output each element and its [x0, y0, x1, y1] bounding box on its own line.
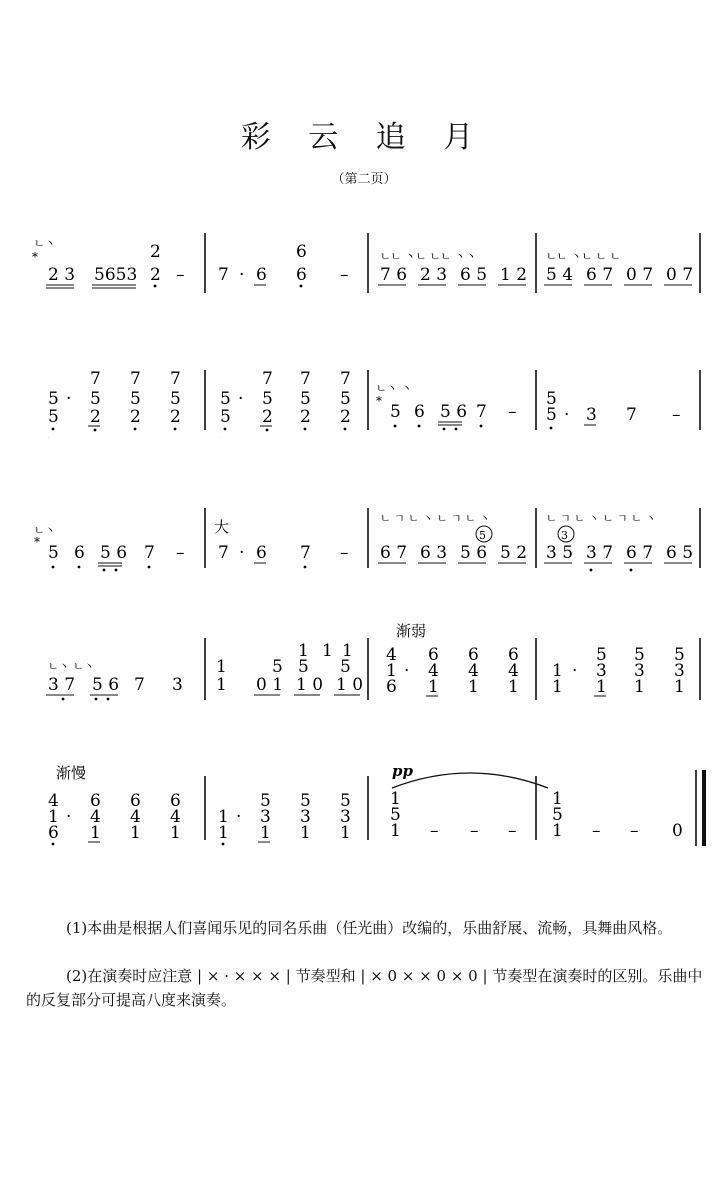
mark-da: 大 — [214, 518, 230, 536]
fingering-mark: ㄴ丶 — [34, 237, 56, 250]
svg-text:5: 5 — [546, 405, 557, 425]
svg-text:0 1: 0 1 — [256, 675, 284, 695]
svg-text:–: – — [470, 821, 479, 841]
svg-text:–: – — [508, 402, 517, 422]
svg-text:–: – — [176, 543, 185, 563]
measure-2 — [220, 369, 351, 439]
svg-text:1: 1 — [552, 789, 563, 809]
svg-text:3: 3 — [596, 661, 607, 681]
svg-text:3 5: 3 5 — [546, 543, 574, 563]
svg-text:3 7: 3 7 — [586, 543, 614, 563]
svg-text:–: – — [630, 821, 639, 841]
svg-text:6: 6 — [90, 791, 101, 811]
svg-text:0: 0 — [672, 821, 683, 841]
svg-text:·: · — [404, 661, 410, 681]
dot: · — [239, 265, 245, 285]
svg-text:6: 6 — [508, 645, 519, 665]
measure-1 — [48, 369, 181, 439]
svg-text:5: 5 — [260, 791, 271, 811]
svg-text:1: 1 — [390, 789, 401, 809]
rhythm-pattern-2: | × 0 × × 0 × 0 | — [360, 967, 488, 985]
measure-2 — [216, 641, 363, 695]
svg-text:5: 5 — [546, 389, 557, 409]
svg-text:5: 5 — [340, 389, 351, 409]
svg-text:–: – — [340, 543, 349, 563]
svg-text:2: 2 — [48, 438, 49, 439]
svg-text:5: 5 — [48, 543, 59, 563]
svg-text:4: 4 — [508, 661, 519, 681]
svg-text:7: 7 — [144, 543, 155, 563]
svg-text:5: 5 — [48, 389, 59, 409]
svg-text:5: 5 — [220, 389, 231, 409]
svg-text:1: 1 — [260, 823, 271, 843]
note-1: (1)本曲是根据人们喜闻乐见的同名乐曲（任光曲）改编的，乐曲舒展、流畅，具舞曲风格。 — [66, 919, 673, 937]
note: 6 — [296, 242, 307, 262]
note-group: 1 2 — [500, 265, 528, 285]
svg-text:3: 3 — [586, 405, 597, 425]
svg-text:1: 1 — [552, 677, 563, 697]
svg-text:5: 5 — [272, 657, 283, 677]
svg-text:1: 1 — [130, 823, 141, 843]
svg-text:6: 6 — [468, 645, 479, 665]
svg-text:7: 7 — [90, 369, 101, 389]
svg-text:·: · — [239, 543, 245, 563]
svg-text:1: 1 — [428, 677, 439, 697]
note-group: 6 7 — [586, 265, 614, 285]
svg-text:1: 1 — [552, 821, 563, 841]
note-group: 2 3 — [420, 265, 448, 285]
score-system-1 — [0, 225, 728, 335]
svg-text:1 0: 1 0 — [336, 675, 364, 695]
note-group: 6 5 — [460, 265, 488, 285]
measure-3 — [378, 250, 527, 285]
svg-text:1: 1 — [674, 677, 685, 697]
score-system-4 — [0, 620, 728, 730]
circled-string-number: 5 — [479, 529, 486, 542]
svg-text:2: 2 — [340, 407, 351, 427]
note: 6 — [296, 265, 307, 285]
svg-text:2: 2 — [130, 407, 141, 427]
measure-1 — [32, 237, 185, 288]
svg-text:·: · — [66, 807, 72, 827]
svg-text:3: 3 — [674, 661, 685, 681]
measure-3 — [376, 382, 517, 430]
note-group: 0 7 — [626, 265, 654, 285]
svg-text:2: 2 — [262, 407, 273, 427]
measure-2 — [218, 791, 351, 845]
svg-text:5: 5 — [90, 389, 101, 409]
svg-text:ㄴ ㄱ ㄴ 丶 ㄴ ㄱ ㄴ 丶: ㄴ ㄱ ㄴ 丶 ㄴ ㄱ ㄴ 丶 — [380, 512, 491, 525]
svg-text:5 6: 5 6 — [440, 402, 468, 422]
svg-text:5 6: 5 6 — [460, 543, 488, 563]
measure-1 — [48, 764, 181, 845]
svg-text:5 6: 5 6 — [100, 543, 128, 563]
mark-pp: pp — [392, 762, 413, 780]
svg-text:–: – — [430, 821, 439, 841]
svg-text:6: 6 — [74, 543, 85, 563]
dash: – — [340, 265, 349, 285]
fingering-mark: ㄴㄴ 丶ㄴ ㄴ ㄴ — [546, 250, 621, 263]
svg-text:1: 1 — [342, 641, 353, 661]
svg-text:4: 4 — [170, 807, 181, 827]
note-2: (2)在演奏时应注意 | × · × × × | 节奏型和 | × 0 × × 0 × 0 | 节奏型在演奏时的区别。乐曲中的反复部分可提高八度来演奏。 — [26, 967, 703, 1009]
measure-1 — [46, 660, 183, 700]
svg-text:1: 1 — [218, 807, 229, 827]
svg-text:5: 5 — [262, 389, 273, 409]
svg-text:1: 1 — [216, 657, 227, 677]
fingering-mark: ㄴㄴ 丶ㄴ ㄴㄴ 丶丶 — [380, 250, 477, 263]
svg-text:·: · — [564, 405, 570, 425]
svg-text:4: 4 — [48, 791, 59, 811]
svg-text:·: · — [572, 661, 578, 681]
svg-text:3: 3 — [634, 661, 645, 681]
note: 2 — [150, 265, 161, 285]
svg-text:5 6: 5 6 — [92, 675, 120, 695]
svg-text:4: 4 — [428, 661, 439, 681]
svg-text:6: 6 — [170, 791, 181, 811]
svg-text:5: 5 — [300, 791, 311, 811]
svg-text:1: 1 — [340, 823, 351, 843]
svg-text:1: 1 — [48, 807, 59, 827]
svg-text:5: 5 — [170, 389, 181, 409]
measure-4 — [552, 789, 683, 841]
svg-text:1: 1 — [634, 677, 645, 697]
svg-text:6 7: 6 7 — [626, 543, 654, 563]
svg-text:2: 2 — [300, 407, 311, 427]
svg-text:5: 5 — [674, 645, 685, 665]
svg-text:5: 5 — [340, 657, 351, 677]
svg-text:5: 5 — [596, 645, 607, 665]
svg-text:7: 7 — [262, 369, 273, 389]
measure-4 — [552, 645, 685, 697]
svg-text:5: 5 — [340, 791, 351, 811]
svg-text:3 7: 3 7 — [48, 675, 76, 695]
svg-text:7: 7 — [218, 543, 229, 563]
svg-text:5: 5 — [220, 407, 231, 427]
score-system-2 — [0, 362, 728, 472]
svg-text:1: 1 — [216, 675, 227, 695]
svg-text:·: · — [238, 389, 244, 409]
svg-text:1 0: 1 0 — [296, 675, 324, 695]
score-system-5 — [0, 760, 728, 870]
rhythm-pattern-1: | × · × × × | — [197, 967, 291, 985]
svg-text:4: 4 — [386, 645, 397, 665]
dash: – — [176, 265, 185, 285]
svg-text:7: 7 — [134, 675, 145, 695]
note-group: 7 6 — [380, 265, 408, 285]
mark-jianruo: 渐弱 — [396, 622, 427, 640]
measure-3 — [386, 622, 519, 697]
tie-arc — [392, 773, 548, 788]
measure-2 — [214, 518, 349, 568]
svg-text:7: 7 — [130, 369, 141, 389]
svg-text:6: 6 — [414, 402, 425, 422]
svg-text:1: 1 — [218, 823, 229, 843]
mark-jianman: 渐慢 — [56, 764, 87, 782]
measure-3 — [390, 762, 548, 841]
svg-text:3: 3 — [172, 675, 183, 695]
note-group: 5 4 — [546, 265, 574, 285]
score-system-3 — [0, 500, 728, 610]
svg-text:4: 4 — [130, 807, 141, 827]
svg-text:1: 1 — [386, 661, 397, 681]
circled-string-number: 3 — [561, 529, 568, 542]
svg-text:1: 1 — [300, 823, 311, 843]
svg-text:–: – — [508, 821, 517, 841]
svg-text:5 2: 5 2 — [500, 543, 528, 563]
measure-4 — [546, 389, 681, 429]
svg-text:5: 5 — [130, 389, 141, 409]
svg-text:1: 1 — [508, 677, 519, 697]
svg-text:7: 7 — [340, 369, 351, 389]
svg-text:1: 1 — [390, 821, 401, 841]
svg-text:2: 2 — [170, 407, 181, 427]
note: 6 — [256, 265, 267, 285]
svg-text:2: 2 — [220, 438, 221, 439]
svg-text:*: * — [34, 535, 40, 549]
svg-text:6 7: 6 7 — [380, 543, 408, 563]
svg-text:5: 5 — [300, 389, 311, 409]
svg-text:6 5: 6 5 — [666, 543, 694, 563]
svg-text:–: – — [592, 821, 601, 841]
note-group: 5653 — [94, 265, 138, 285]
svg-text:6: 6 — [48, 823, 59, 843]
svg-text:ㄴ丶 ㄴ丶: ㄴ丶 ㄴ丶 — [48, 660, 95, 673]
svg-text:7: 7 — [476, 402, 487, 422]
svg-text:6: 6 — [256, 543, 267, 563]
svg-text:*: * — [376, 394, 382, 408]
measure-1 — [34, 524, 185, 571]
svg-text:4: 4 — [468, 661, 479, 681]
svg-text:4: 4 — [90, 807, 101, 827]
svg-text:1: 1 — [298, 641, 309, 661]
svg-text:3: 3 — [260, 807, 271, 827]
measure-3 — [378, 512, 527, 563]
svg-text:6: 6 — [386, 677, 397, 697]
svg-text:–: – — [672, 405, 681, 425]
svg-text:3: 3 — [300, 807, 311, 827]
svg-text:ㄴ ㄱ ㄴ 丶 ㄴ ㄱ ㄴ 丶: ㄴ ㄱ ㄴ 丶 ㄴ ㄱ ㄴ 丶 — [546, 512, 657, 525]
note-group: 2 3 — [48, 265, 76, 285]
svg-text:1: 1 — [552, 661, 563, 681]
svg-text:ㄴ丶: ㄴ丶 — [34, 524, 56, 537]
svg-text:1: 1 — [170, 823, 181, 843]
measure-2 — [218, 242, 349, 287]
svg-text:5: 5 — [390, 805, 401, 825]
svg-text:7: 7 — [170, 369, 181, 389]
svg-text:3: 3 — [340, 807, 351, 827]
svg-text:1: 1 — [322, 641, 333, 661]
page-title: 彩 云 追 月 — [240, 120, 488, 155]
svg-text:6: 6 — [130, 791, 141, 811]
svg-text:1: 1 — [90, 823, 101, 843]
svg-text:7: 7 — [626, 405, 637, 425]
svg-text:6: 6 — [428, 645, 439, 665]
svg-text:5: 5 — [552, 805, 563, 825]
note-group: 0 7 — [666, 265, 694, 285]
svg-text:·: · — [236, 807, 242, 827]
ornament-mark: * — [32, 250, 38, 264]
measure-4 — [544, 250, 693, 285]
note: 7 — [218, 265, 229, 285]
svg-text:·: · — [66, 389, 72, 409]
page-subtitle: （第二页） — [331, 172, 397, 187]
svg-text:ㄴ丶 丶: ㄴ丶 丶 — [376, 382, 413, 395]
svg-text:5: 5 — [48, 407, 59, 427]
svg-text:1: 1 — [596, 677, 607, 697]
svg-text:1: 1 — [468, 677, 479, 697]
svg-text:7: 7 — [300, 543, 311, 563]
svg-text:5: 5 — [390, 402, 401, 422]
measure-4 — [544, 512, 693, 571]
svg-text:2: 2 — [90, 407, 101, 427]
svg-text:6 3: 6 3 — [420, 543, 448, 563]
svg-text:7: 7 — [300, 369, 311, 389]
note: 2 — [150, 242, 161, 262]
svg-text:5: 5 — [634, 645, 645, 665]
svg-text:5: 5 — [298, 657, 309, 677]
